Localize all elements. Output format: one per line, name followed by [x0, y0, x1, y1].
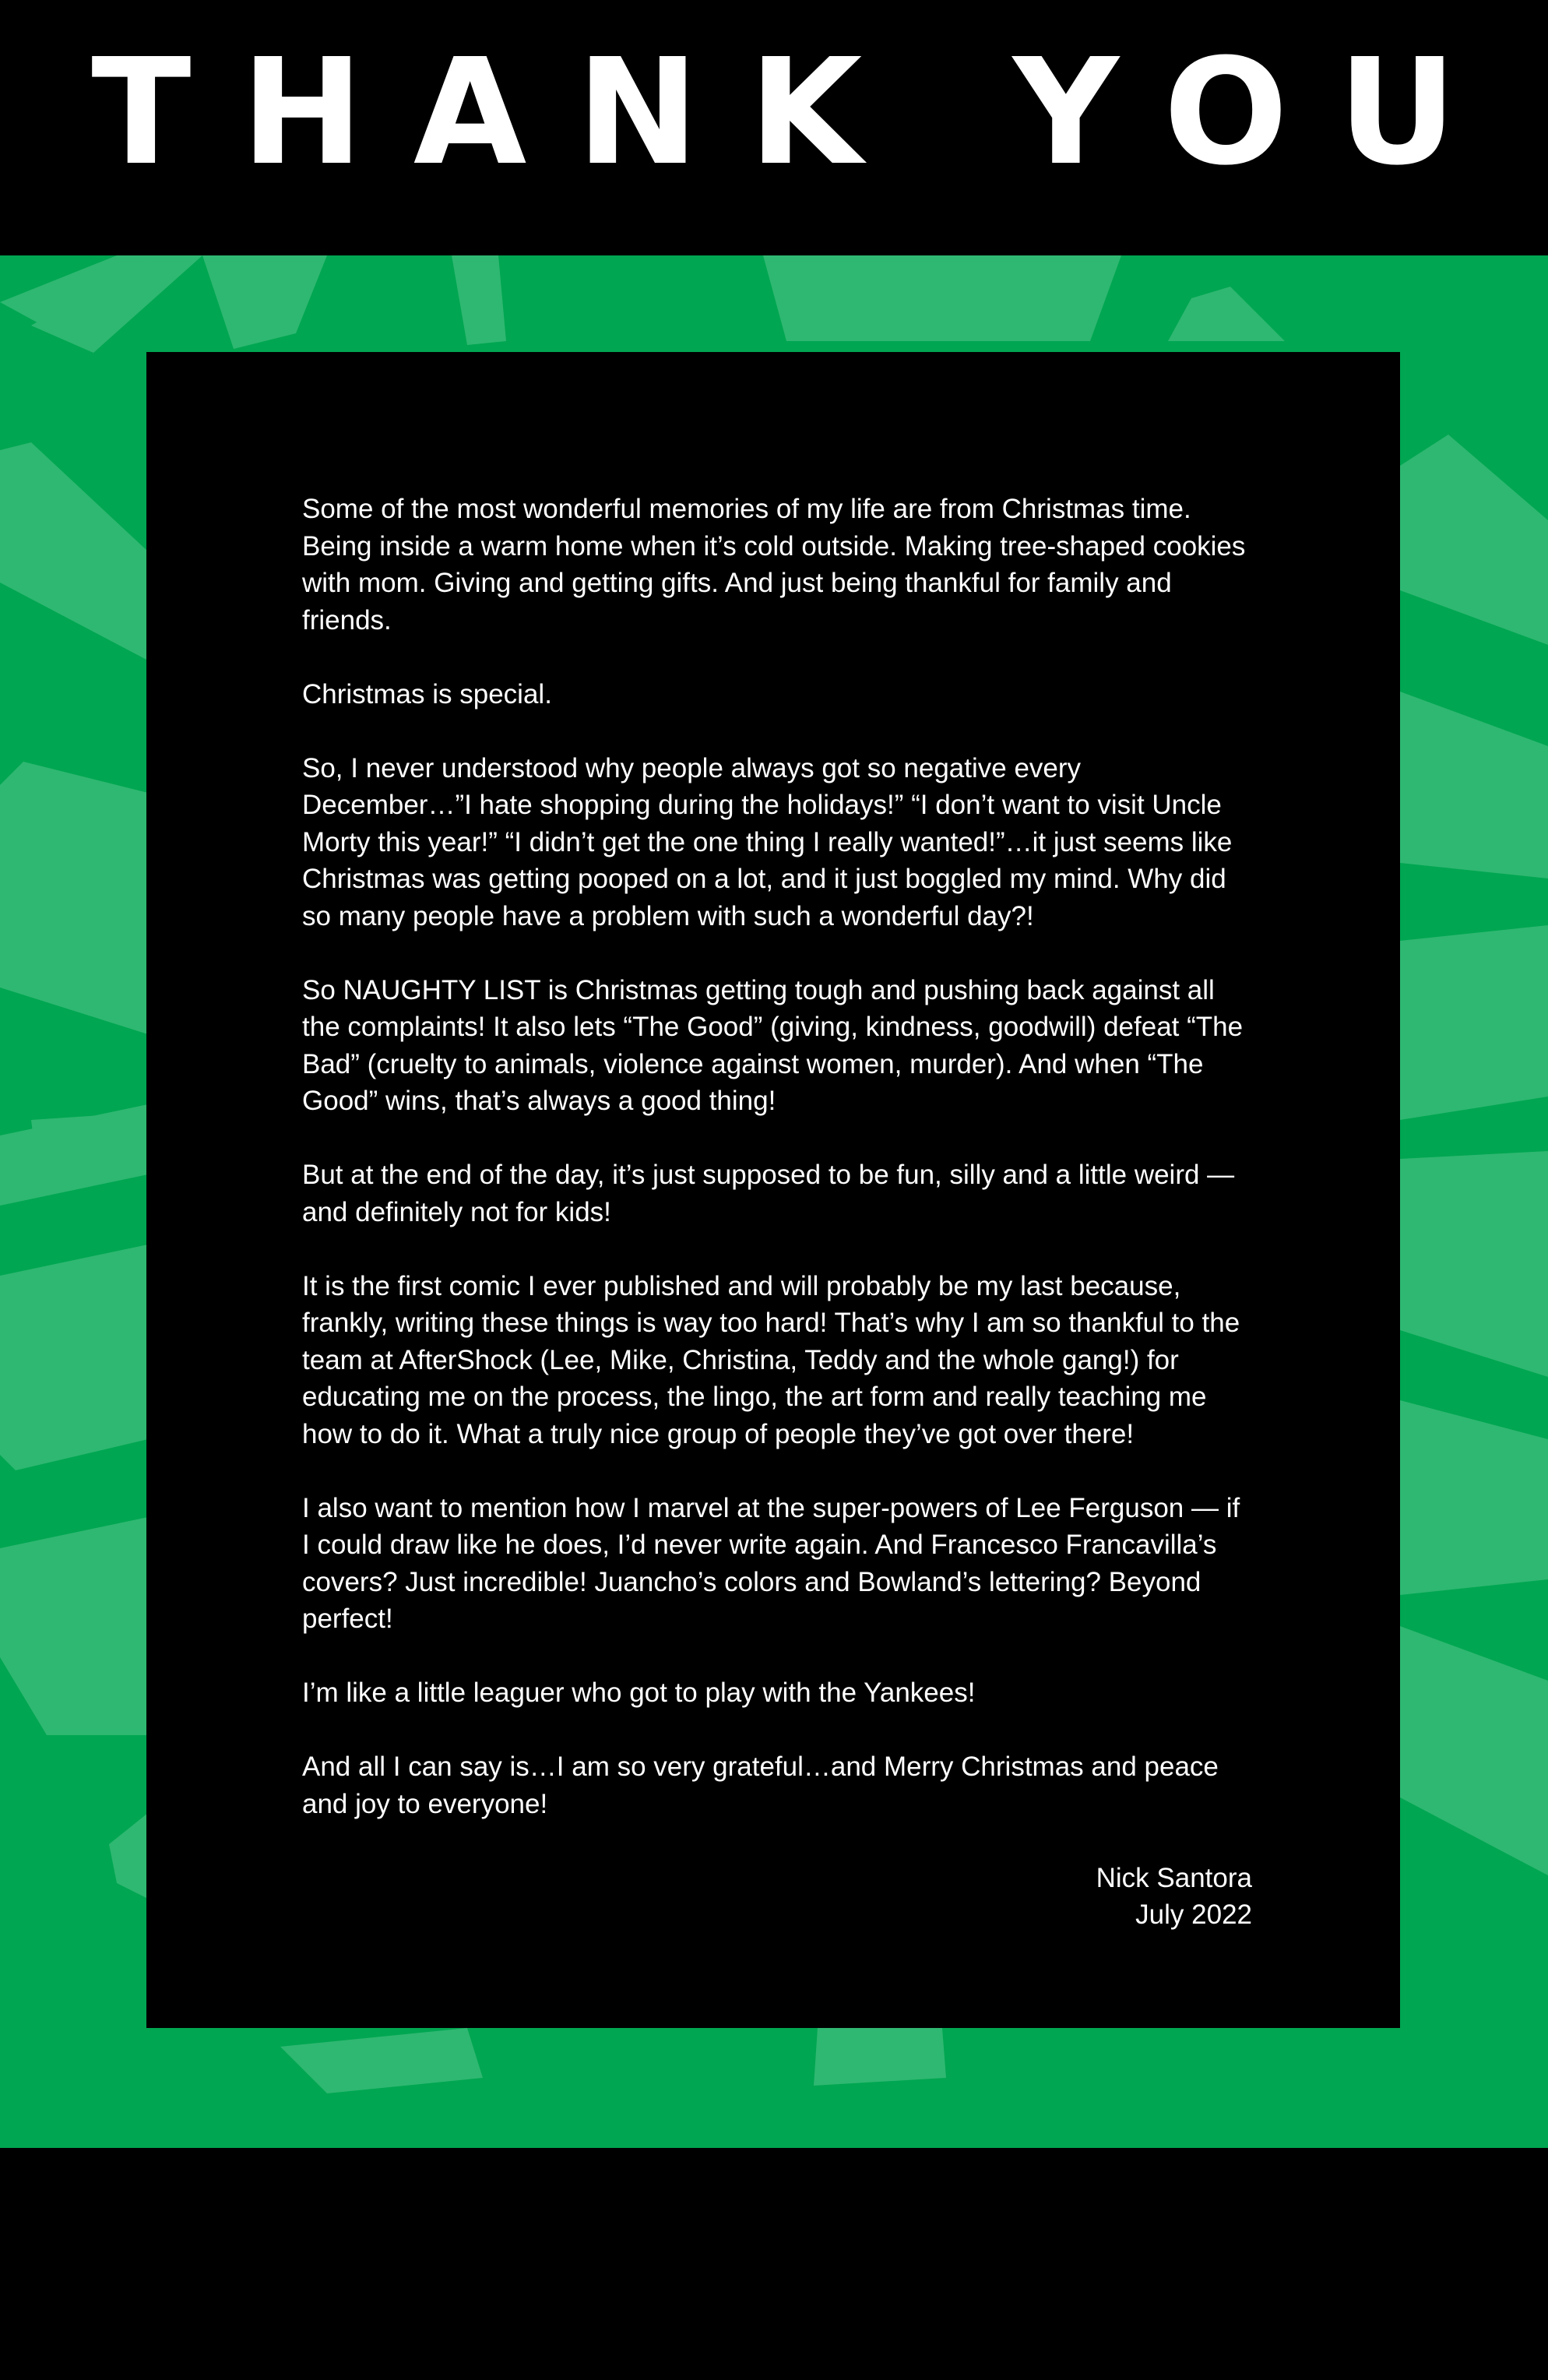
- letter-paragraph: So, I never understood why people always got so negative every December…”I hate shopping during the holidays!” “I don’t want to visit Uncle Morty this year!” “I didn’t get the one thing I really wanted!”…it just seems like Christmas was getting pooped on a lot, and it just boggled my mind. Why did so many people have a problem with such a wonderful day?!: [302, 752, 1233, 931]
- letter-paragraph: And all I can say is…I am so very grateful…and Merry Christmas and peace and joy to everyone!: [302, 1752, 1219, 1819]
- shard: [1400, 925, 1548, 1120]
- signature-block: [302, 1860, 1252, 1934]
- page-title: THANK YOU: [91, 27, 1507, 198]
- shard: [452, 255, 506, 345]
- shard: [109, 1813, 148, 1899]
- letter-paragraph: I’m like a little leaguer who got to play with the Yankees!: [302, 1678, 976, 1708]
- letter-paragraph: Some of the most wonderful memories of my life are from Christmas time. Being inside a warm home when it’s cold outside. Making tree-shaped cookies with mom. Giving and getting gifts. And just being thankful for family and friends.: [302, 494, 1246, 635]
- bottom-band: [0, 2148, 1548, 2380]
- shard: [763, 255, 1121, 341]
- signature-name: Nick Santora: [1096, 1862, 1252, 1893]
- letter-paragraph: So NAUGHTY LIST is Christmas getting tough and pushing back against all the complaints! It also lets “The Good” (giving, kindness, goodwill) defeat “The Bad” (cruelty to animals, violence against women, murder). And when “The Good” wins, that’s always a good thing!: [302, 974, 1244, 1116]
- shard: [1400, 1400, 1548, 1595]
- shard: [1400, 1151, 1548, 1377]
- shard: [1400, 1626, 1548, 1875]
- letter-body: [302, 491, 1252, 1934]
- shard: [1400, 435, 1548, 645]
- shard: [0, 442, 148, 660]
- letter-panel: [146, 352, 1400, 2028]
- title-band: [0, 0, 1548, 255]
- letter-paragraph: But at the end of the day, it’s just supposed to be fun, silly and a little weird — and definitely not for kids!: [302, 1160, 1235, 1227]
- shard: [280, 2028, 483, 2093]
- shard: [1168, 287, 1285, 341]
- shard: [0, 1245, 148, 1470]
- shard: [0, 1517, 148, 1735]
- letter-paragraph: Christmas is special.: [302, 678, 552, 709]
- letter-paragraph: It is the first comic I ever published and will probably be my last because, frankly, writing these things is way too hard! That’s why I am so thankful to the team at AfterShock (Lee, Mike, Christina, Teddy and the whole gang!) for educating me on the process, the lingo, the art form and really teaching me how to do it. What a truly nice group of people they’ve got over there!: [302, 1270, 1240, 1449]
- signature-date: July 2022: [1135, 1899, 1252, 1930]
- shard: [814, 2028, 946, 2086]
- shard: [1400, 692, 1548, 878]
- shard: [202, 255, 327, 349]
- shard: [0, 762, 148, 1034]
- letter-paragraph: I also want to mention how I marvel at the super-powers of Lee Ferguson — if I could draw like he does, I’d never write again. And Francesco Francavilla’s covers? Just incredible! Juancho’s colors and Bowland’s lettering? Beyond perfect!: [302, 1492, 1240, 1634]
